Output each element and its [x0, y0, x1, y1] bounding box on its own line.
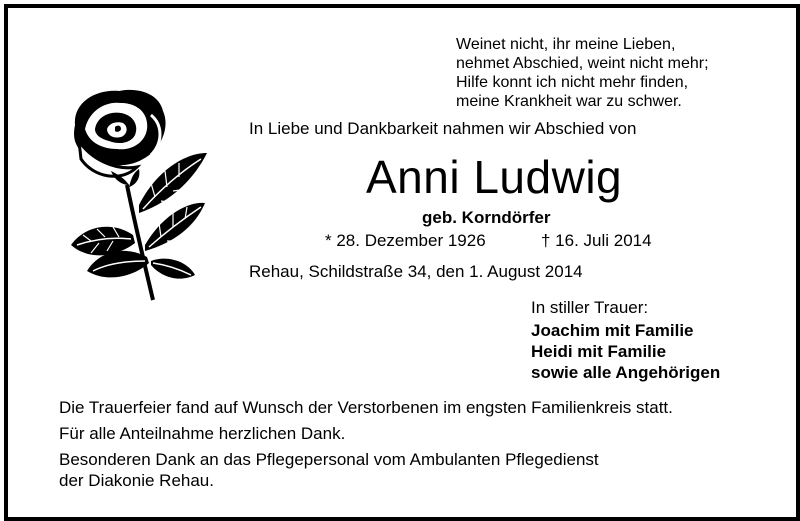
mourning-label: In stiller Trauer:	[531, 298, 649, 317]
intro-text: In Liebe und Dankbarkeit nahmen wir Abschied von	[249, 119, 637, 138]
poem-line: Weinet nicht, ihr meine Lieben,	[456, 36, 676, 53]
mourner: sowie alle Angehörigen	[531, 363, 721, 382]
birth-date: * 28. Dezember 1926	[325, 231, 486, 250]
closing-text	[59, 397, 673, 491]
place-date: Rehau, Schildstraße 34, den 1. August 2014	[249, 262, 583, 281]
poem-line: Hilfe konnt ich nicht mehr finden,	[456, 74, 689, 91]
deceased-name: Anni Ludwig	[366, 151, 623, 203]
rose-icon	[55, 85, 215, 305]
closing-line: der Diakonie Rehau.	[59, 471, 214, 490]
poem-line: meine Krankheit war zu schwer.	[456, 93, 682, 110]
death-date: † 16. Juli 2014	[541, 231, 652, 250]
closing-line: Für alle Anteilnahme herzlichen Dank.	[59, 424, 346, 443]
closing-line: Besonderen Dank an das Pflegepersonal vom Ambulanten Pflegedienst	[59, 450, 599, 469]
poem	[456, 35, 709, 111]
poem-line: nehmet Abschied, weint nicht mehr;	[456, 55, 709, 72]
mourners-list	[531, 320, 720, 383]
closing-line: Die Trauerfeier fand auf Wunsch der Verstorbenen im engsten Familienkreis statt.	[59, 398, 673, 417]
mourner: Joachim mit Familie	[531, 321, 694, 340]
maiden-name: geb. Korndörfer	[422, 208, 551, 227]
mourner: Heidi mit Familie	[531, 342, 667, 361]
